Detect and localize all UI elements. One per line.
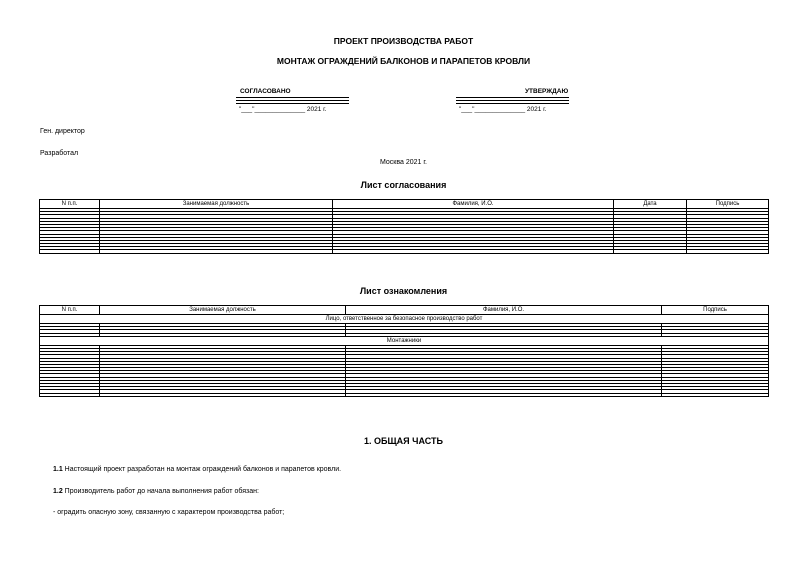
table-cell xyxy=(100,250,333,253)
installers-label: Монтажники xyxy=(40,336,769,345)
col-position: Занимаемая должность xyxy=(100,306,346,315)
table-cell xyxy=(40,250,100,253)
sheet1-title: Лист согласования xyxy=(360,180,447,190)
col-name: Фамилия, И.О. xyxy=(346,306,662,315)
approval-right-date: "___"______________ 2021 г. xyxy=(459,106,547,113)
responsible-label: Лицо, ответственное за безопасное производство работ xyxy=(40,315,769,324)
paragraph-1-2-text: Производитель работ до начала выполнения работ обязан: xyxy=(62,488,259,495)
city-year: Москва 2021 г. xyxy=(379,159,427,166)
installers-row xyxy=(40,336,769,345)
table-cell xyxy=(687,250,769,253)
col-position: Занимаемая должность xyxy=(100,200,333,209)
approval-sheet-table xyxy=(39,199,769,254)
approval-left-date: "___"______________ 2021 г. xyxy=(239,106,327,113)
table-cell xyxy=(614,250,687,253)
section1-title: 1. ОБЩАЯ ЧАСТЬ xyxy=(364,436,443,446)
paragraph-1-2-number: 1.2 xyxy=(53,488,63,495)
paragraph-1-1-text: Настоящий проект разработан на монтаж ограждений балконов и парапетов кровли. xyxy=(62,466,342,473)
table-cell xyxy=(346,393,662,396)
director-label: Ген. директор xyxy=(40,128,85,135)
paragraph-1-1 xyxy=(53,466,341,473)
col-signature: Подпись xyxy=(662,306,769,315)
col-number: N п.п. xyxy=(40,200,100,209)
col-name: Фамилия, И.О. xyxy=(333,200,614,209)
table-header-row xyxy=(40,200,769,209)
acquaintance-sheet-table xyxy=(39,305,769,397)
col-date: Дата xyxy=(614,200,687,209)
developer-label: Разработал xyxy=(40,150,79,157)
sheet2-title: Лист ознакомления xyxy=(359,286,448,296)
table-cell xyxy=(100,393,346,396)
document-title: ПРОЕКТ ПРОИЗВОДСТВА РАБОТ xyxy=(333,36,474,46)
table-cell xyxy=(662,393,769,396)
approval-left-label: СОГЛАСОВАНО xyxy=(240,88,291,95)
table-row xyxy=(40,393,769,396)
table-row xyxy=(40,250,769,253)
paragraph-1-1-number: 1.1 xyxy=(53,466,63,473)
responsible-row xyxy=(40,315,769,324)
table-header-row xyxy=(40,306,769,315)
col-signature: Подпись xyxy=(687,200,769,209)
col-number: N п.п. xyxy=(40,306,100,315)
paragraph-1-2 xyxy=(53,488,259,495)
document-subtitle: МОНТАЖ ОГРАЖДЕНИЙ БАЛКОНОВ И ПАРАПЕТОВ КРОВЛИ xyxy=(276,56,531,66)
table-cell xyxy=(40,393,100,396)
approval-right-label: УТВЕРЖДАЮ xyxy=(525,88,569,95)
table-cell xyxy=(333,250,614,253)
paragraph-1-2-item: - оградить опасную зону, связанную с характером производства работ; xyxy=(53,509,285,516)
